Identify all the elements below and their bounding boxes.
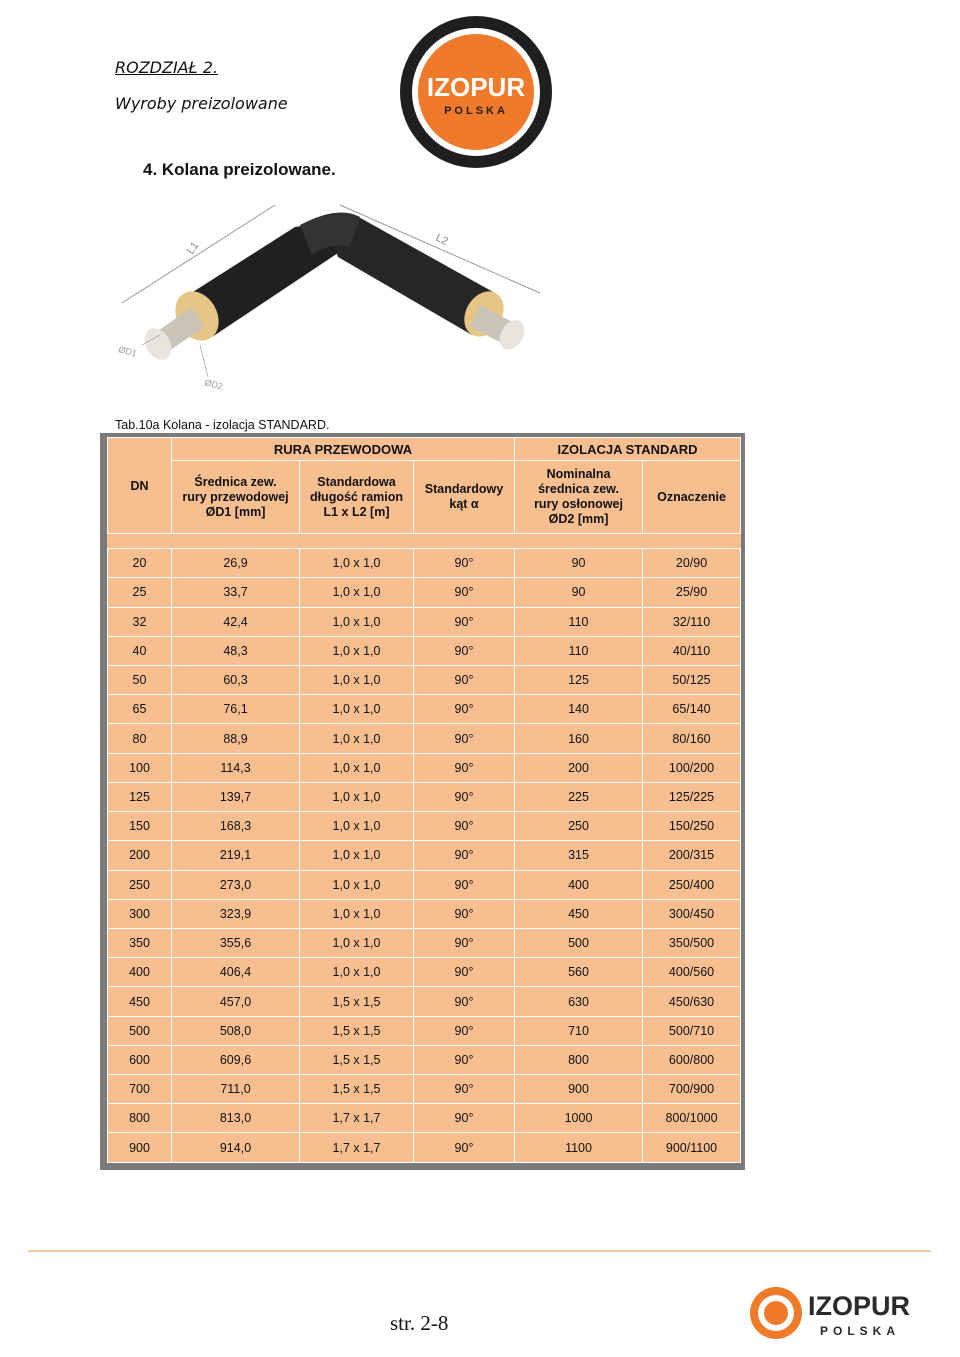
cell-length: 1,0 x 1,0 <box>300 636 414 665</box>
cell-dn: 50 <box>108 665 172 694</box>
table-row <box>108 549 741 578</box>
cell-dn: 300 <box>108 899 172 928</box>
cell-mark: 200/315 <box>643 841 741 870</box>
table-row <box>108 578 741 607</box>
cell-d1: 508,0 <box>172 1016 300 1045</box>
cell-d1: 914,0 <box>172 1133 300 1163</box>
cell-angle: 90° <box>414 636 515 665</box>
cell-mark: 40/110 <box>643 636 741 665</box>
cell-angle: 90° <box>414 695 515 724</box>
table-row <box>108 695 741 724</box>
cell-mark: 600/800 <box>643 1045 741 1074</box>
cell-d1: 48,3 <box>172 636 300 665</box>
table-row <box>108 841 741 870</box>
cell-mark: 500/710 <box>643 1016 741 1045</box>
cell-d1: 88,9 <box>172 724 300 753</box>
cell-length: 1,0 x 1,0 <box>300 578 414 607</box>
cell-length: 1,0 x 1,0 <box>300 958 414 987</box>
header-d2: Nominalna średnica zew. rury osłonowej ØD2 [mm] <box>515 461 643 534</box>
cell-mark: 100/200 <box>643 753 741 782</box>
table-row <box>108 958 741 987</box>
cell-length: 1,0 x 1,0 <box>300 607 414 636</box>
table-row <box>108 724 741 753</box>
cell-angle: 90° <box>414 724 515 753</box>
cell-length: 1,0 x 1,0 <box>300 812 414 841</box>
cell-angle: 90° <box>414 753 515 782</box>
cell-mark: 900/1100 <box>643 1133 741 1163</box>
group-header-pipe: RURA PRZEWODOWA <box>172 438 515 461</box>
cell-d2: 1100 <box>515 1133 643 1163</box>
cell-mark: 25/90 <box>643 578 741 607</box>
cell-angle: 90° <box>414 870 515 899</box>
cell-dn: 65 <box>108 695 172 724</box>
cell-angle: 90° <box>414 899 515 928</box>
cell-d2: 630 <box>515 987 643 1016</box>
logo-bottom-sub-text: POLSKA <box>820 1324 901 1338</box>
cell-length: 1,0 x 1,0 <box>300 695 414 724</box>
cell-d1: 273,0 <box>172 870 300 899</box>
cell-dn: 500 <box>108 1016 172 1045</box>
cell-mark: 20/90 <box>643 549 741 578</box>
cell-d1: 355,6 <box>172 928 300 957</box>
cell-length: 1,7 x 1,7 <box>300 1104 414 1133</box>
cell-length: 1,0 x 1,0 <box>300 753 414 782</box>
cell-length: 1,0 x 1,0 <box>300 549 414 578</box>
cell-mark: 300/450 <box>643 899 741 928</box>
cell-d2: 125 <box>515 665 643 694</box>
cell-angle: 90° <box>414 1016 515 1045</box>
cell-d2: 110 <box>515 636 643 665</box>
cell-mark: 800/1000 <box>643 1104 741 1133</box>
table-caption: Tab.10a Kolana - izolacja STANDARD. <box>115 418 330 432</box>
cell-d1: 42,4 <box>172 607 300 636</box>
dimension-label-l1: L1 <box>184 239 202 257</box>
cell-d1: 114,3 <box>172 753 300 782</box>
chapter-heading: ROZDZIAŁ 2. <box>115 58 218 77</box>
cell-length: 1,5 x 1,5 <box>300 1075 414 1104</box>
dimension-label-d2: ØD2 <box>203 377 224 392</box>
cell-d2: 1000 <box>515 1104 643 1133</box>
cell-angle: 90° <box>414 549 515 578</box>
cell-d2: 200 <box>515 753 643 782</box>
cell-mark: 125/225 <box>643 782 741 811</box>
table-row <box>108 1075 741 1104</box>
table-row <box>108 753 741 782</box>
table-row <box>108 1104 741 1133</box>
elbow-table <box>107 437 741 1163</box>
cell-dn: 700 <box>108 1075 172 1104</box>
cell-angle: 90° <box>414 1133 515 1163</box>
table-row <box>108 812 741 841</box>
cell-dn: 450 <box>108 987 172 1016</box>
cell-length: 1,0 x 1,0 <box>300 665 414 694</box>
section-title: 4. Kolana preizolowane. <box>143 160 336 179</box>
cell-angle: 90° <box>414 1104 515 1133</box>
cell-dn: 80 <box>108 724 172 753</box>
cell-dn: 400 <box>108 958 172 987</box>
cell-length: 1,0 x 1,0 <box>300 724 414 753</box>
footer-divider <box>28 1250 931 1252</box>
cell-dn: 125 <box>108 782 172 811</box>
cell-d1: 323,9 <box>172 899 300 928</box>
elbow-table-frame <box>100 433 745 1170</box>
cell-length: 1,0 x 1,0 <box>300 870 414 899</box>
header-angle: Standardowy kąt α <box>414 461 515 534</box>
cell-d1: 813,0 <box>172 1104 300 1133</box>
dimension-label-l2: L2 <box>433 231 450 248</box>
logo-top-main-text: IZOPUR <box>426 72 526 102</box>
cell-d1: 711,0 <box>172 1075 300 1104</box>
table-row <box>108 1016 741 1045</box>
dimension-label-d1: ØD1 <box>117 344 138 359</box>
cell-length: 1,5 x 1,5 <box>300 987 414 1016</box>
elbow-pipe-illustration <box>100 185 570 400</box>
table-row <box>108 987 741 1016</box>
cell-d2: 400 <box>515 870 643 899</box>
table-row <box>108 899 741 928</box>
cell-angle: 90° <box>414 1045 515 1074</box>
page-number: str. 2-8 <box>390 1311 449 1335</box>
cell-angle: 90° <box>414 1075 515 1104</box>
cell-dn: 40 <box>108 636 172 665</box>
cell-dn: 150 <box>108 812 172 841</box>
cell-d1: 60,3 <box>172 665 300 694</box>
header-dn: DN <box>108 438 172 534</box>
cell-angle: 90° <box>414 782 515 811</box>
cell-dn: 200 <box>108 841 172 870</box>
header-mark: Oznaczenie <box>643 461 741 534</box>
cell-angle: 90° <box>414 841 515 870</box>
cell-dn: 250 <box>108 870 172 899</box>
cell-dn: 20 <box>108 549 172 578</box>
table-row <box>108 665 741 694</box>
cell-d2: 900 <box>515 1075 643 1104</box>
cell-dn: 900 <box>108 1133 172 1163</box>
logo-top-sub-text: POLSKA <box>444 105 508 117</box>
cell-d2: 160 <box>515 724 643 753</box>
cell-dn: 800 <box>108 1104 172 1133</box>
cell-angle: 90° <box>414 987 515 1016</box>
cell-angle: 90° <box>414 665 515 694</box>
cell-d2: 90 <box>515 578 643 607</box>
cell-length: 1,0 x 1,0 <box>300 782 414 811</box>
cell-dn: 25 <box>108 578 172 607</box>
table-row <box>108 1045 741 1074</box>
izopur-logo-top <box>398 14 554 170</box>
table-row <box>108 928 741 957</box>
table-row <box>108 636 741 665</box>
cell-d1: 168,3 <box>172 812 300 841</box>
cell-dn: 600 <box>108 1045 172 1074</box>
cell-dn: 350 <box>108 928 172 957</box>
cell-d2: 450 <box>515 899 643 928</box>
cell-d2: 800 <box>515 1045 643 1074</box>
table-row <box>108 782 741 811</box>
cell-d2: 500 <box>515 928 643 957</box>
cell-dn: 100 <box>108 753 172 782</box>
cell-length: 1,5 x 1,5 <box>300 1045 414 1074</box>
cell-mark: 50/125 <box>643 665 741 694</box>
cell-d2: 225 <box>515 782 643 811</box>
logo-bottom-main-text: IZOPUR <box>808 1291 911 1321</box>
cell-dn: 32 <box>108 607 172 636</box>
cell-angle: 90° <box>414 958 515 987</box>
cell-d2: 560 <box>515 958 643 987</box>
izopur-logo-bottom <box>746 1283 936 1343</box>
cell-angle: 90° <box>414 578 515 607</box>
cell-mark: 400/560 <box>643 958 741 987</box>
cell-d1: 33,7 <box>172 578 300 607</box>
cell-d2: 110 <box>515 607 643 636</box>
chapter-subtitle: Wyroby preizolowane <box>115 94 288 113</box>
cell-d2: 315 <box>515 841 643 870</box>
cell-angle: 90° <box>414 812 515 841</box>
cell-mark: 450/630 <box>643 987 741 1016</box>
cell-length: 1,0 x 1,0 <box>300 841 414 870</box>
cell-d1: 219,1 <box>172 841 300 870</box>
cell-d1: 609,6 <box>172 1045 300 1074</box>
cell-mark: 150/250 <box>643 812 741 841</box>
group-header-insulation: IZOLACJA STANDARD <box>515 438 741 461</box>
cell-d2: 90 <box>515 549 643 578</box>
table-row <box>108 1133 741 1163</box>
cell-mark: 32/110 <box>643 607 741 636</box>
cell-angle: 90° <box>414 928 515 957</box>
table-body <box>108 534 741 1163</box>
cell-mark: 65/140 <box>643 695 741 724</box>
header-length: Standardowa długość ramion L1 x L2 [m] <box>300 461 414 534</box>
cell-d2: 250 <box>515 812 643 841</box>
cell-length: 1,7 x 1,7 <box>300 1133 414 1163</box>
cell-length: 1,0 x 1,0 <box>300 899 414 928</box>
cell-d1: 139,7 <box>172 782 300 811</box>
header-d1: Średnica zew. rury przewodowej ØD1 [mm] <box>172 461 300 534</box>
cell-d1: 26,9 <box>172 549 300 578</box>
cell-mark: 80/160 <box>643 724 741 753</box>
cell-angle: 90° <box>414 607 515 636</box>
table-row <box>108 607 741 636</box>
cell-mark: 250/400 <box>643 870 741 899</box>
cell-length: 1,0 x 1,0 <box>300 928 414 957</box>
header-gap-row <box>108 534 741 549</box>
cell-mark: 350/500 <box>643 928 741 957</box>
table-row <box>108 870 741 899</box>
cell-d1: 457,0 <box>172 987 300 1016</box>
cell-d1: 406,4 <box>172 958 300 987</box>
cell-d2: 140 <box>515 695 643 724</box>
cell-d1: 76,1 <box>172 695 300 724</box>
cell-d2: 710 <box>515 1016 643 1045</box>
cell-length: 1,5 x 1,5 <box>300 1016 414 1045</box>
cell-mark: 700/900 <box>643 1075 741 1104</box>
